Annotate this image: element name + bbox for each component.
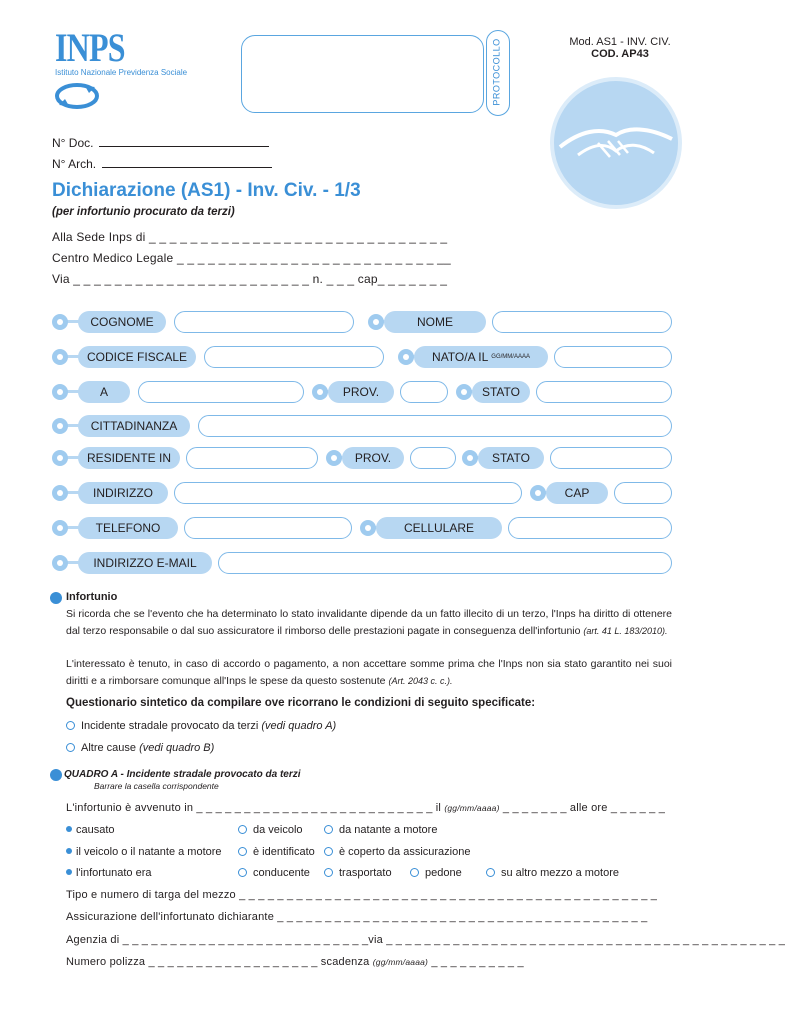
stato-residenza-label: STATO <box>478 447 544 469</box>
page-subtitle: (per infortunio procurato da terzi) <box>52 206 235 218</box>
radio-circle-icon[interactable] <box>66 743 75 752</box>
infortunio-title: Infortunio <box>66 591 118 603</box>
option-identificato[interactable]: è identificato <box>238 846 315 858</box>
avvenuto-line[interactable]: L'infortunio è avvenuto in _ _ _ _ _ _ _ _ _ _ _ _ _ _ _ _ _ _ _ _ _ _ _ _ _ il (gg/mm/aaaa) _ _ _ _ _ _ _ alle ore _ _ _ _ _ _ <box>66 802 666 814</box>
bullet-icon <box>66 826 72 832</box>
radio-circle-icon <box>238 825 247 834</box>
handshake-emblem <box>550 77 682 209</box>
prov-nascita-label: PROV. <box>328 381 394 403</box>
logo-arrows-icon <box>55 83 99 109</box>
quadro-a-subtitle: Barrare la casella corrispondente <box>94 781 219 791</box>
prov-residenza-label: PROV. <box>342 447 404 469</box>
prov-nascita-field[interactable] <box>400 381 448 403</box>
indirizzo-field[interactable] <box>174 482 522 504</box>
stato-residenza-field[interactable] <box>550 447 672 469</box>
radio-circle-icon <box>238 868 247 877</box>
polizza-line[interactable]: Numero polizza _ _ _ _ _ _ _ _ _ _ _ _ _ _ _ _ _ _ scadenza (gg/mm/aaaa) _ _ _ _ _ _ _ _ _ _ <box>66 956 524 968</box>
codice-fiscale-label: CODICE FISCALE <box>78 346 196 368</box>
luogo-nascita-field[interactable] <box>138 381 304 403</box>
cittadinanza-label: CITTADINANZA <box>78 415 190 437</box>
page-title: Dichiarazione (AS1) - Inv. Civ. - 1/3 <box>52 180 361 201</box>
radio-circle-icon <box>238 847 247 856</box>
radio-circle-icon <box>410 868 419 877</box>
nome-label: NOME <box>384 311 486 333</box>
logo-subtitle: Istituto Nazionale Previdenza Sociale <box>55 68 188 77</box>
option-conducente[interactable]: conducente <box>238 867 310 879</box>
sede-line[interactable]: Alla Sede Inps di _ _ _ _ _ _ _ _ _ _ _ _ _ _ _ _ _ _ _ _ _ _ _ _ _ _ _ _ _ <box>52 230 448 244</box>
centro-medico-line[interactable]: Centro Medico Legale _ _ _ _ _ _ _ _ _ _ _ _ _ _ _ _ _ _ _ _ _ _ _ _ _ __ <box>52 251 451 265</box>
email-field[interactable] <box>218 552 672 574</box>
inps-logo <box>55 25 205 114</box>
quadro-a-title: QUADRO A - Incidente stradale provocato da terzi <box>64 769 301 780</box>
cap-field[interactable] <box>614 482 672 504</box>
logo-word: INPS <box>55 25 125 70</box>
option-incidente-stradale[interactable]: Incidente stradale provocato da terzi (vedi quadro A) <box>66 720 336 732</box>
option-altre-cause[interactable]: Altre cause (vedi quadro B) <box>66 742 214 754</box>
quadro-a-bullet-icon <box>50 769 62 781</box>
protocol-box[interactable] <box>241 35 484 113</box>
targa-line[interactable]: Tipo e numero di targa del mezzo _ _ _ _ _ _ _ _ _ _ _ _ _ _ _ _ _ _ _ _ _ _ _ _ _ _ _ _ _ _ _ _ _ _ _ _ _ _ _ _ _ _ _ _ <box>66 889 658 901</box>
protocol-label: PROTOCOLLO <box>492 38 503 106</box>
bullet-icon <box>66 848 72 854</box>
cap-label: CAP <box>546 482 608 504</box>
bullet-icon <box>66 869 72 875</box>
questionario-title: Questionario sintetico da compilare ove ricorrano le condizioni di seguito specificate: <box>66 697 536 709</box>
causato-item: causato <box>66 824 115 836</box>
handshake-icon <box>554 81 678 205</box>
email-label: INDIRIZZO E-MAIL <box>78 552 212 574</box>
mod-label: Mod. AS1 - INV. CIV. <box>569 36 671 48</box>
residente-label: RESIDENTE IN <box>78 447 180 469</box>
via-line[interactable]: Via _ _ _ _ _ _ _ _ _ _ _ _ _ _ _ _ _ _ _ _ _ _ _ n. _ _ _ cap_ _ _ _ _ _ _ <box>52 272 448 286</box>
arch-number-field[interactable]: N° Arch. <box>52 157 272 171</box>
luogo-nascita-label: A <box>78 381 130 403</box>
indirizzo-label: INDIRIZZO <box>78 482 168 504</box>
option-altro-mezzo[interactable]: su altro mezzo a motore <box>486 867 619 879</box>
nato-il-field[interactable] <box>554 346 672 368</box>
radio-circle-icon[interactable] <box>66 721 75 730</box>
infortunio-paragraph-2: L'interessato è tenuto, in caso di accordo o pagamento, a non accettare somme prima che l'Inps non sia stato garantito nei suoi diritti e a rimborsare comunque all'Inps le spese da questo sostenute (Art. 2043 c. c.). <box>66 658 672 687</box>
prov-residenza-field[interactable] <box>410 447 456 469</box>
option-trasportato[interactable]: trasportato <box>324 867 392 879</box>
infortunio-paragraph-1: Si ricorda che se l'evento che ha determinato lo stato invalidante dipende da un fatto illecito di un terzo, l'Inps ha diritto di ottenere dal terzo responsabile o dal suo assicuratore il rimborso delle prestazioni pagate in conseguenza dell'infortunio (art. 41 L. 183/2010). <box>66 608 672 637</box>
radio-circle-icon <box>324 847 333 856</box>
cognome-field[interactable] <box>174 311 354 333</box>
infortunato-item: l'infortunato era <box>66 867 151 879</box>
radio-circle-icon <box>324 825 333 834</box>
date-format-hint: GG/MM/AAAA <box>491 354 530 360</box>
residente-field[interactable] <box>186 447 318 469</box>
assicurazione-line[interactable]: Assicurazione dell'infortunato dichiarante _ _ _ _ _ _ _ _ _ _ _ _ _ _ _ _ _ _ _ _ _ _ _ _ _ _ _ _ _ _ _ _ _ _ _ _ _ _ _ <box>66 911 648 923</box>
cellulare-field[interactable] <box>508 517 672 539</box>
nome-field[interactable] <box>492 311 672 333</box>
agenzia-line[interactable]: Agenzia di _ _ _ _ _ _ _ _ _ _ _ _ _ _ _ _ _ _ _ _ _ _ _ _ _ _via _ _ _ _ _ _ _ _ _ _ _ _ _ _ _ _ _ _ _ _ _ _ _ _ _ _ _ _ _ _ _ _ _ _ _ _ _ _ _ _ _ _ <box>66 934 785 946</box>
codice-fiscale-field[interactable] <box>204 346 384 368</box>
option-da-natante[interactable]: da natante a motore <box>324 824 437 836</box>
stato-nascita-label: STATO <box>472 381 530 403</box>
nato-il-label: NATO/A IL GG/MM/AAAA <box>414 346 548 368</box>
cod-label: COD. AP43 <box>591 48 649 60</box>
doc-number-field[interactable]: N° Doc. <box>52 136 269 150</box>
cittadinanza-field[interactable] <box>198 415 672 437</box>
stato-nascita-field[interactable] <box>536 381 672 403</box>
radio-circle-icon <box>486 868 495 877</box>
option-pedone[interactable]: pedone <box>410 867 462 879</box>
option-da-veicolo[interactable]: da veicolo <box>238 824 303 836</box>
veicolo-item: il veicolo o il natante a motore <box>66 846 222 858</box>
telefono-label: TELEFONO <box>78 517 178 539</box>
radio-circle-icon <box>324 868 333 877</box>
option-coperto[interactable]: è coperto da assicurazione <box>324 846 470 858</box>
cognome-label: COGNOME <box>78 311 166 333</box>
infortunio-bullet-icon <box>50 592 62 604</box>
model-code <box>540 36 700 60</box>
telefono-field[interactable] <box>184 517 352 539</box>
cellulare-label: CELLULARE <box>376 517 502 539</box>
